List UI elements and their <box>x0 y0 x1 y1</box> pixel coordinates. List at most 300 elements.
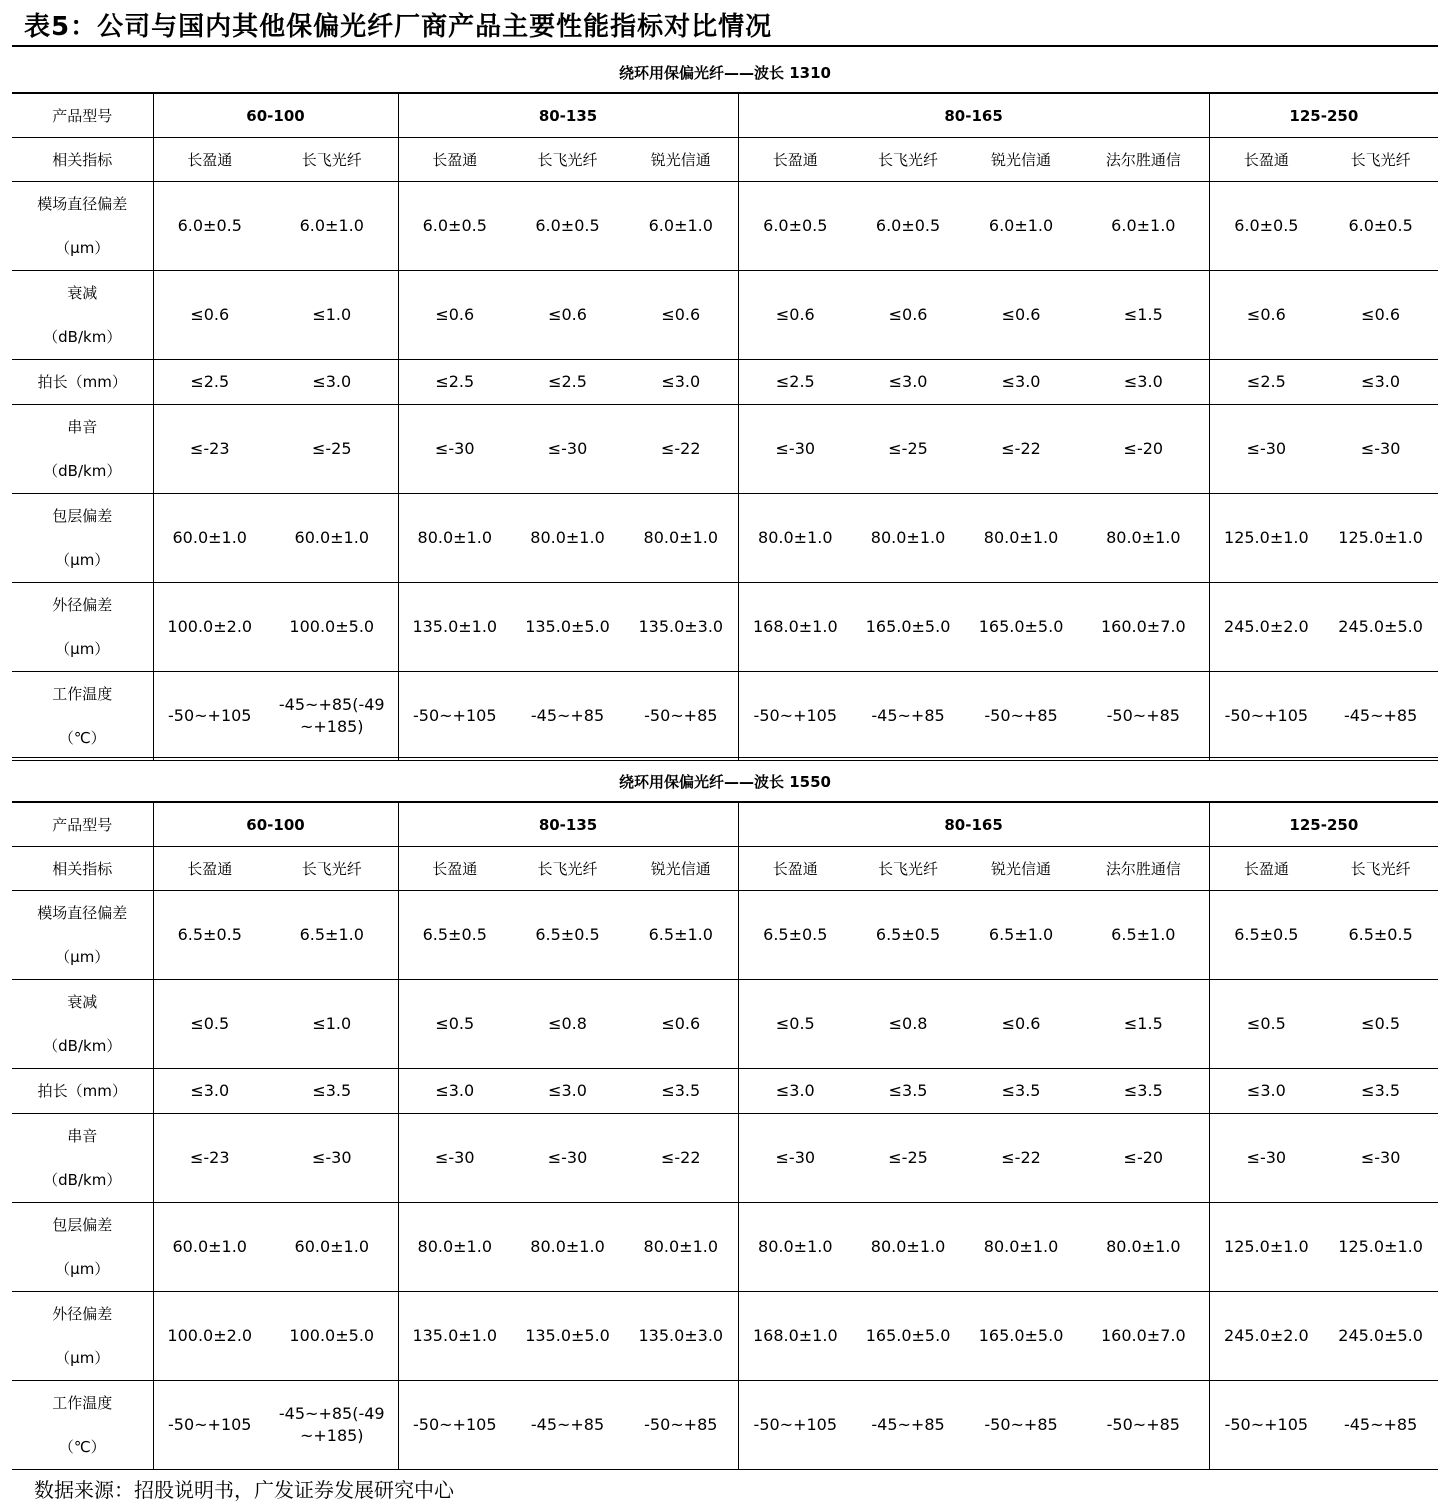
value-text: ≤3.5 <box>312 1081 352 1100</box>
value-cell <box>1209 1114 1323 1203</box>
value-text: -50~+85 <box>644 706 718 725</box>
row-label-name: 拍长（mm） <box>37 373 127 391</box>
row-label-unit: （μm） <box>55 640 110 658</box>
value-text: 6.0±0.5 <box>875 216 941 235</box>
value-cell <box>153 1381 266 1470</box>
value-text: ≤-30 <box>311 1148 352 1167</box>
value-cell <box>153 494 266 583</box>
value-text: ≤0.6 <box>661 305 701 324</box>
value-text: ≤1.0 <box>312 1014 352 1033</box>
value-text: 6.5±0.5 <box>763 925 828 944</box>
value-text: 245.0±2.0 <box>1224 617 1309 636</box>
value-text: 6.0±1.0 <box>648 216 713 235</box>
value-text: 6.0±0.5 <box>763 216 828 235</box>
value-text: 125.0±1.0 <box>1338 1237 1423 1256</box>
value-cell <box>1209 360 1323 405</box>
value-text: 125.0±1.0 <box>1224 528 1309 547</box>
table-row <box>12 1114 1438 1203</box>
value-text: -50~+105 <box>413 706 497 725</box>
value-text: 6.5±0.5 <box>177 925 242 944</box>
value-cell <box>852 1114 964 1203</box>
value-cell <box>1209 1381 1323 1470</box>
value-text: ≤-30 <box>434 439 475 458</box>
row-label <box>12 1114 153 1203</box>
value-cell <box>153 182 266 271</box>
row-label-name: 模场直径偏差 <box>37 904 128 922</box>
value-cell <box>738 1203 852 1292</box>
value-text: 6.5±0.5 <box>535 925 600 944</box>
value-cell <box>624 494 738 583</box>
value-cell <box>398 1069 511 1114</box>
value-text: 168.0±1.0 <box>752 617 838 636</box>
value-text: 6.5±1.0 <box>988 925 1054 944</box>
value-text: 165.0±5.0 <box>978 617 1064 636</box>
value-cell <box>398 672 511 761</box>
table-title: 表5：公司与国内其他保偏光纤厂商产品主要性能指标对比情况 <box>24 12 773 42</box>
value-cell <box>511 1381 624 1470</box>
value-text: ≤3.5 <box>1361 1081 1401 1100</box>
value-text: ≤0.5 <box>1361 1014 1401 1033</box>
value-text: -45~+85 <box>530 706 605 725</box>
value-cell <box>1323 672 1438 761</box>
value-text: 60.0±1.0 <box>172 1237 247 1256</box>
model-group-header: 80-135 <box>398 803 738 847</box>
value-text: ≤-23 <box>189 439 230 458</box>
value-cell <box>624 672 738 761</box>
value-text: ≤0.6 <box>548 305 587 324</box>
table-row <box>12 583 1438 672</box>
value-cell <box>624 271 738 360</box>
value-cell <box>1078 1381 1209 1470</box>
value-cell <box>153 1203 266 1292</box>
value-cell <box>1078 1203 1209 1292</box>
model-group-header: 60-100 <box>153 94 398 138</box>
value-cell <box>1078 672 1209 761</box>
value-text: ≤3.5 <box>1001 1081 1041 1100</box>
value-cell <box>398 494 511 583</box>
value-cell <box>398 1381 511 1470</box>
value-text: ≤3.0 <box>190 1081 230 1100</box>
value-cell <box>153 1069 266 1114</box>
maker-header: 锐光信通 <box>964 847 1078 891</box>
value-cell <box>624 1292 738 1381</box>
value-text: ≤-22 <box>1001 1148 1041 1167</box>
value-text: ≤-20 <box>1123 439 1164 458</box>
value-text: ≤0.8 <box>888 1014 928 1033</box>
maker-header: 长盈通 <box>153 847 266 891</box>
value-cell <box>1209 672 1323 761</box>
value-cell <box>624 1114 738 1203</box>
value-text: ≤-30 <box>547 439 588 458</box>
value-cell <box>1323 1069 1438 1114</box>
row-label-unit: （dB/km） <box>43 462 122 480</box>
value-text: 80.0±1.0 <box>758 528 833 547</box>
value-text: ≤0.5 <box>435 1014 475 1033</box>
value-cell <box>738 1292 852 1381</box>
value-text: ≤3.0 <box>1361 372 1401 391</box>
row-label-name: 衰减 <box>67 284 98 302</box>
value-cell <box>511 405 624 494</box>
value-text: ≤-22 <box>661 1148 701 1167</box>
value-text: 60.0±1.0 <box>294 528 369 547</box>
row-label-unit: （μm） <box>55 239 110 257</box>
value-cell <box>738 494 852 583</box>
row-label-unit: （℃） <box>58 729 106 747</box>
value-text: 125.0±1.0 <box>1224 1237 1309 1256</box>
value-cell <box>1078 271 1209 360</box>
row-label <box>12 271 153 360</box>
table-row <box>12 672 1438 761</box>
value-cell <box>964 1069 1078 1114</box>
value-cell <box>398 583 511 672</box>
value-text: ≤3.5 <box>1123 1081 1163 1100</box>
maker-header: 法尔胜通信 <box>1078 847 1209 891</box>
value-cell <box>266 891 398 980</box>
value-text: ≤0.5 <box>190 1014 230 1033</box>
maker-header: 长盈通 <box>398 847 511 891</box>
value-cell <box>1323 405 1438 494</box>
value-text: -50~+105 <box>1224 1415 1309 1434</box>
value-text: 6.0±1.0 <box>1111 216 1176 235</box>
value-text: 6.0±0.5 <box>422 216 487 235</box>
value-cell <box>1078 182 1209 271</box>
value-cell <box>964 672 1078 761</box>
value-cell <box>398 891 511 980</box>
value-text: ≤0.6 <box>888 305 928 324</box>
row-label <box>12 405 153 494</box>
value-cell <box>153 1114 266 1203</box>
value-cell <box>964 1114 1078 1203</box>
row-label-name: 串音 <box>67 1127 98 1145</box>
value-text: ≤-30 <box>547 1148 588 1167</box>
value-cell <box>511 1069 624 1114</box>
value-text: ≤3.0 <box>1123 372 1163 391</box>
value-cell <box>266 405 398 494</box>
value-cell <box>511 182 624 271</box>
value-text: 80.0±1.0 <box>983 528 1059 547</box>
value-text: ≤-30 <box>1246 1148 1287 1167</box>
value-text: 160.0±7.0 <box>1100 617 1186 636</box>
value-text: -50~+105 <box>413 1415 497 1434</box>
value-cell <box>1323 494 1438 583</box>
value-text: 80.0±1.0 <box>643 1237 719 1256</box>
value-text: ≤0.6 <box>1361 305 1401 324</box>
value-cell <box>398 1203 511 1292</box>
value-text: 60.0±1.0 <box>294 1237 369 1256</box>
value-text: 80.0±1.0 <box>417 1237 492 1256</box>
value-text: -50~+105 <box>753 706 838 725</box>
value-text: ≤-22 <box>1001 439 1041 458</box>
value-cell <box>964 1381 1078 1470</box>
value-text: -50~+105 <box>753 1415 838 1434</box>
value-text: ≤-20 <box>1123 1148 1164 1167</box>
row-label <box>12 672 153 761</box>
value-text: ≤3.0 <box>312 372 352 391</box>
value-text: 245.0±5.0 <box>1338 1326 1423 1345</box>
value-text: 168.0±1.0 <box>752 1326 838 1345</box>
maker-header: 长飞光纤 <box>852 847 964 891</box>
maker-header: 长盈通 <box>738 138 852 182</box>
value-cell <box>266 1069 398 1114</box>
value-text: 6.5±0.5 <box>875 925 941 944</box>
value-cell <box>266 1381 398 1470</box>
value-text: 100.0±2.0 <box>167 617 253 636</box>
value-cell <box>964 271 1078 360</box>
value-text: 80.0±1.0 <box>870 1237 946 1256</box>
value-cell <box>1209 583 1323 672</box>
value-cell <box>852 1292 964 1381</box>
value-cell <box>153 271 266 360</box>
value-cell <box>511 1203 624 1292</box>
value-cell <box>153 672 266 761</box>
value-cell <box>964 494 1078 583</box>
metric-label: 相关指标 <box>12 847 153 891</box>
value-text: 135.0±3.0 <box>638 617 724 636</box>
table-header-row <box>12 803 1438 847</box>
row-label-name: 包层偏差 <box>52 1216 113 1234</box>
value-cell <box>624 1069 738 1114</box>
model-group-header: 80-135 <box>398 94 738 138</box>
value-cell <box>852 494 964 583</box>
value-cell <box>266 182 398 271</box>
table-row <box>12 182 1438 271</box>
row-label <box>12 891 153 980</box>
value-text: 125.0±1.0 <box>1338 528 1423 547</box>
value-cell <box>852 672 964 761</box>
value-cell <box>738 271 852 360</box>
value-cell <box>266 583 398 672</box>
value-text: 135.0±5.0 <box>525 1326 610 1345</box>
value-text: 80.0±1.0 <box>530 1237 605 1256</box>
value-cell <box>1323 891 1438 980</box>
value-cell <box>398 182 511 271</box>
value-cell <box>1209 1203 1323 1292</box>
row-label-name: 外径偏差 <box>52 596 113 614</box>
value-cell <box>964 980 1078 1069</box>
value-cell <box>624 1203 738 1292</box>
value-text: ≤-22 <box>661 439 701 458</box>
row-label <box>12 583 153 672</box>
table-row <box>12 1069 1438 1114</box>
value-cell <box>624 583 738 672</box>
value-text: ≤-25 <box>888 1148 928 1167</box>
maker-header: 长盈通 <box>398 138 511 182</box>
row-label-unit: （dB/km） <box>43 1037 122 1055</box>
table-header-row <box>12 138 1438 182</box>
value-cell <box>1078 1069 1209 1114</box>
maker-header: 锐光信通 <box>964 138 1078 182</box>
value-cell <box>1209 271 1323 360</box>
value-cell <box>1209 980 1323 1069</box>
value-text: 6.5±1.0 <box>299 925 364 944</box>
value-cell <box>964 1292 1078 1381</box>
model-group-header: 125-250 <box>1209 803 1438 847</box>
metric-label: 相关指标 <box>12 138 153 182</box>
value-text: ≤3.0 <box>1246 1081 1286 1100</box>
value-text: ≤-30 <box>775 439 816 458</box>
row-label-name: 模场直径偏差 <box>37 195 128 213</box>
value-cell <box>1209 1292 1323 1381</box>
value-cell <box>738 980 852 1069</box>
value-cell <box>738 672 852 761</box>
value-text: 165.0±5.0 <box>978 1326 1064 1345</box>
value-text: ≤1.5 <box>1123 1014 1163 1033</box>
value-cell <box>266 672 398 761</box>
value-cell <box>153 1292 266 1381</box>
row-label-unit: （μm） <box>55 1349 110 1367</box>
value-cell <box>266 271 398 360</box>
value-cell <box>511 494 624 583</box>
value-text: 6.0±0.5 <box>1234 216 1299 235</box>
row-label-unit: （dB/km） <box>43 1171 122 1189</box>
value-cell <box>1323 980 1438 1069</box>
value-text: ≤2.5 <box>1246 372 1286 391</box>
value-cell <box>1209 182 1323 271</box>
value-cell <box>1323 360 1438 405</box>
value-cell <box>738 1381 852 1470</box>
value-text: ≤0.6 <box>435 305 475 324</box>
value-cell <box>1323 1114 1438 1203</box>
row-label-name: 工作温度 <box>52 1394 113 1412</box>
value-cell <box>266 980 398 1069</box>
value-text: -45~+85(-49~+185) <box>278 1404 385 1445</box>
maker-header: 长盈通 <box>153 138 266 182</box>
value-text: 80.0±1.0 <box>983 1237 1059 1256</box>
value-cell <box>738 1069 852 1114</box>
value-text: 6.0±1.0 <box>988 216 1054 235</box>
row-label <box>12 1069 153 1114</box>
value-text: -45~+85(-49~+185) <box>278 695 385 736</box>
section-divider <box>12 757 1438 758</box>
value-text: -50~+105 <box>168 1415 252 1434</box>
value-cell <box>1209 1069 1323 1114</box>
value-cell <box>398 271 511 360</box>
value-text: ≤1.0 <box>312 305 352 324</box>
value-text: ≤3.0 <box>888 372 928 391</box>
value-text: -45~+85 <box>530 1415 605 1434</box>
value-cell <box>153 405 266 494</box>
maker-header: 长飞光纤 <box>852 138 964 182</box>
table-row <box>12 1203 1438 1292</box>
value-text: ≤3.0 <box>661 372 701 391</box>
value-text: -50~+85 <box>644 1415 718 1434</box>
value-cell <box>964 1203 1078 1292</box>
value-text: 6.0±0.5 <box>535 216 600 235</box>
value-cell <box>624 891 738 980</box>
value-text: 245.0±5.0 <box>1338 617 1423 636</box>
row-label <box>12 494 153 583</box>
value-text: -45~+85 <box>1343 706 1418 725</box>
table-row <box>12 891 1438 980</box>
maker-header: 法尔胜通信 <box>1078 138 1209 182</box>
value-cell <box>1078 583 1209 672</box>
value-text: ≤3.0 <box>435 1081 475 1100</box>
value-cell <box>852 360 964 405</box>
value-text: 60.0±1.0 <box>172 528 247 547</box>
value-cell <box>398 1114 511 1203</box>
value-cell <box>511 980 624 1069</box>
maker-header: 长盈通 <box>1209 138 1323 182</box>
table-row <box>12 360 1438 405</box>
value-text: 135.0±1.0 <box>412 617 498 636</box>
value-cell <box>511 1292 624 1381</box>
value-cell <box>1209 891 1323 980</box>
value-text: -45~+85 <box>871 1415 945 1434</box>
value-text: 80.0±1.0 <box>758 1237 833 1256</box>
value-cell <box>511 583 624 672</box>
value-text: ≤-30 <box>775 1148 816 1167</box>
maker-header: 长盈通 <box>1209 847 1323 891</box>
value-cell <box>1323 1381 1438 1470</box>
value-text: ≤0.6 <box>775 305 815 324</box>
value-cell <box>738 891 852 980</box>
value-text: ≤2.5 <box>775 372 815 391</box>
value-text: ≤0.8 <box>548 1014 587 1033</box>
spec-table-1550 <box>12 802 1438 1470</box>
value-text: 6.0±0.5 <box>1348 216 1413 235</box>
value-cell <box>1078 980 1209 1069</box>
model-group-header: 125-250 <box>1209 94 1438 138</box>
table-row <box>12 494 1438 583</box>
value-text: 80.0±1.0 <box>417 528 492 547</box>
model-group-header: 80-165 <box>738 803 1209 847</box>
value-text: 6.0±1.0 <box>299 216 364 235</box>
value-cell <box>1323 583 1438 672</box>
value-text: 6.5±1.0 <box>648 925 713 944</box>
value-text: 135.0±3.0 <box>638 1326 724 1345</box>
value-text: ≤0.6 <box>1001 1014 1041 1033</box>
value-cell <box>964 405 1078 494</box>
table-row <box>12 405 1438 494</box>
maker-header: 锐光信通 <box>624 847 738 891</box>
value-text: ≤2.5 <box>548 372 587 391</box>
table-header-row <box>12 94 1438 138</box>
value-text: 6.5±0.5 <box>422 925 487 944</box>
value-cell <box>266 1292 398 1381</box>
value-cell <box>1078 1292 1209 1381</box>
value-text: 165.0±5.0 <box>865 617 951 636</box>
value-cell <box>852 1203 964 1292</box>
value-cell <box>398 980 511 1069</box>
value-cell <box>852 891 964 980</box>
value-text: 80.0±1.0 <box>643 528 719 547</box>
maker-header: 长飞光纤 <box>511 138 624 182</box>
value-text: ≤0.5 <box>1246 1014 1286 1033</box>
section-title-1310: 绕环用保偏光纤——波长 1310 <box>619 64 831 82</box>
value-cell <box>964 360 1078 405</box>
value-cell <box>964 583 1078 672</box>
value-text: ≤3.5 <box>888 1081 928 1100</box>
value-text: 80.0±1.0 <box>1106 528 1181 547</box>
row-label-name: 衰减 <box>67 993 98 1011</box>
maker-header: 长飞光纤 <box>511 847 624 891</box>
value-text: 80.0±1.0 <box>1106 1237 1181 1256</box>
value-cell <box>1323 271 1438 360</box>
value-text: ≤2.5 <box>190 372 230 391</box>
row-label-unit: （μm） <box>55 948 110 966</box>
value-text: 6.0±0.5 <box>177 216 242 235</box>
row-label <box>12 1203 153 1292</box>
title-rule <box>12 45 1438 47</box>
value-text: ≤0.5 <box>775 1014 815 1033</box>
value-text: -50~+85 <box>1106 1415 1180 1434</box>
value-text: 100.0±5.0 <box>289 1326 375 1345</box>
value-cell <box>852 182 964 271</box>
value-text: -50~+85 <box>984 706 1058 725</box>
maker-header: 长飞光纤 <box>266 138 398 182</box>
value-text: 80.0±1.0 <box>530 528 605 547</box>
value-cell <box>511 271 624 360</box>
